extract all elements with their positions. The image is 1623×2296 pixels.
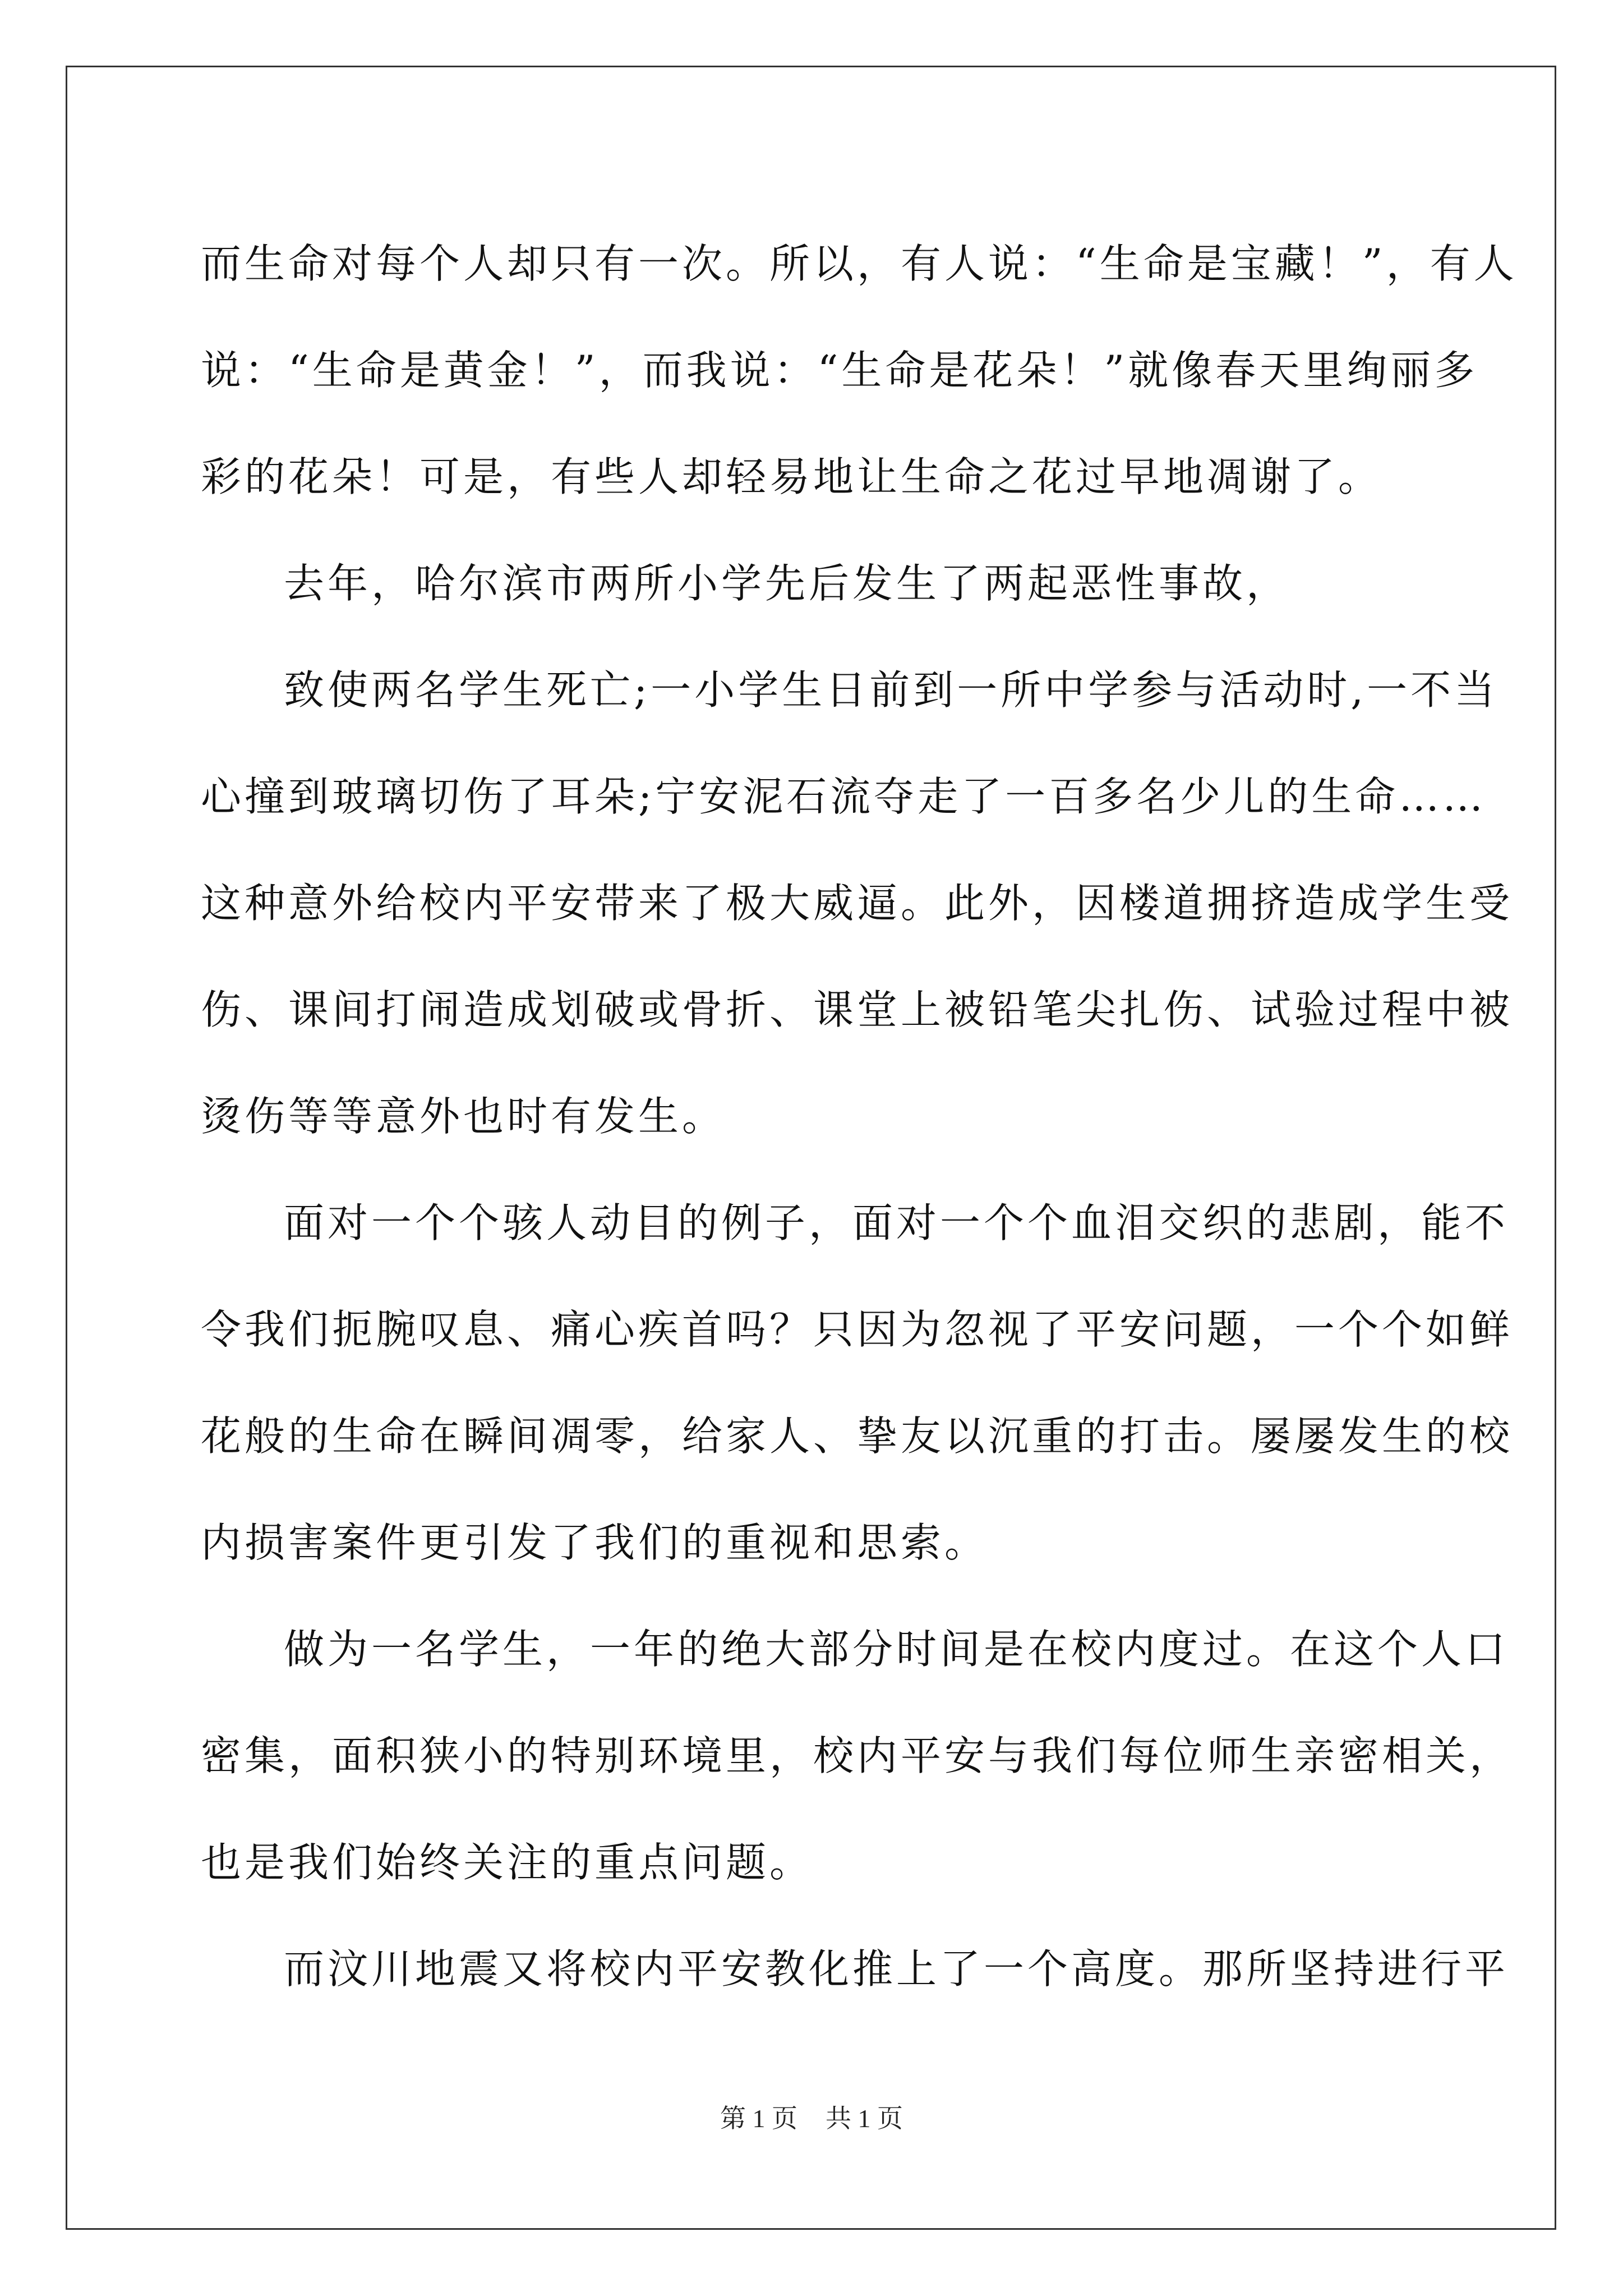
text-line: 做为一名学生，一年的绝大部分时间是在校内度过。在这个人口 (284, 1626, 1509, 1673)
text-line: 花般的生命在瞬间凋零，给家人、挚友以沉重的打击。屡屡发生的校 (201, 1412, 1514, 1460)
page-footer (0, 2098, 1623, 2135)
text-line: 而生命对每个人却只有一次。所以，有人说：“生命是宝藏！”，有人 (201, 240, 1518, 287)
text-line: 说：“生命是黄金！”，而我说：“生命是花朵！”就像春天里绚丽多 (201, 347, 1478, 394)
text-line: 也是我们始终关注的重点问题。 (201, 1839, 814, 1886)
document-body (201, 210, 1518, 2022)
text-line: 伤、课间打闹造成划破或骨折、课堂上被铅笔尖扎伤、试验过程中被 (201, 986, 1514, 1033)
text-line: 内损害案件更引发了我们的重视和思索。 (201, 1519, 989, 1566)
page-total: 共 1 页 (826, 2104, 903, 2133)
text-line: 这种意外给校内平安带来了极大威逼。此外，因楼道拥挤造成学生受 (201, 880, 1514, 927)
text-line: 致使两名学生死亡;一小学生日前到一所中学参与活动时,一不当 (284, 666, 1498, 714)
text-line: 密集，面积狭小的特别环境里，校内平安与我们每位师生亲密相关， (201, 1732, 1514, 1779)
text-line: 面对一个个骇人动目的例子，面对一个个血泪交织的悲剧，能不 (284, 1199, 1509, 1246)
text-line: 而汶川地震又将校内平安教化推上了一个高度。那所坚持进行平 (284, 1945, 1509, 1993)
text-line: 令我们扼腕叹息、痛心疾首吗？只因为忽视了平安问题，一个个如鲜 (201, 1306, 1514, 1353)
text-line: 心撞到玻璃切伤了耳朵;宁安泥石流夺走了一百多名少儿的生命…… (201, 773, 1487, 820)
text-line: 彩的花朵！可是，有些人却轻易地让生命之花过早地凋谢了。 (201, 453, 1382, 500)
text-line: 烫伤等等意外也时有发生。 (201, 1093, 726, 1140)
text-line: 去年，哈尔滨市两所小学先后发生了两起恶性事故， (284, 560, 1290, 607)
page-number: 第 1 页 (720, 2104, 797, 2133)
